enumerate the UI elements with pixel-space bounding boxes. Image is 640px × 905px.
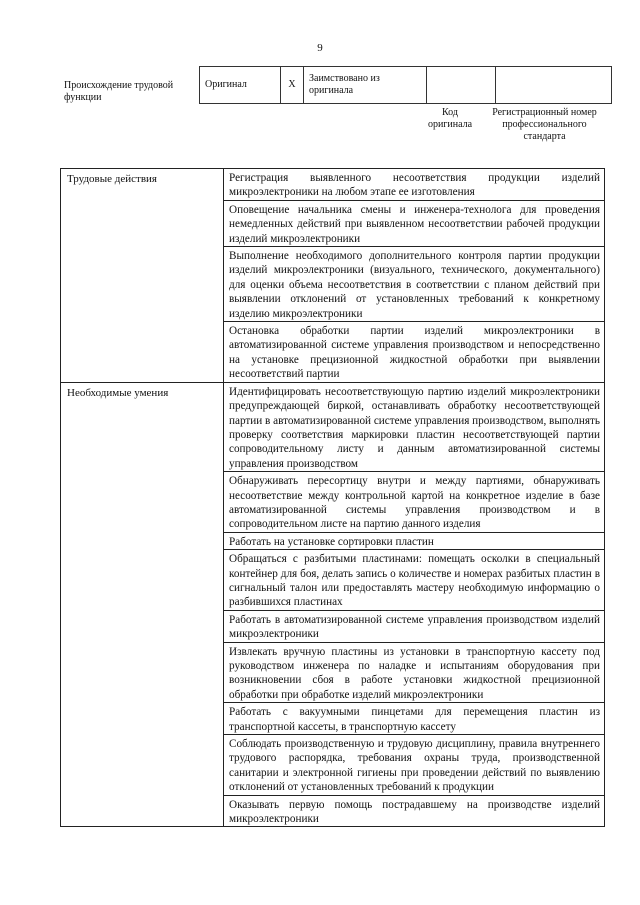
section-item: Соблюдать производственную и трудовую дисциплину, правила внутреннего трудового распорядка, требования охраны труда, производственной санитарии и электронной гигиены при проведении действий по выявлению отклонений от установленных требований к продукции xyxy=(224,735,605,796)
origin-table xyxy=(199,66,612,104)
page-number: 9 xyxy=(317,42,323,54)
reg-number-label: Регистрационный номер профессионального стандарта xyxy=(492,107,597,142)
reg-number-cell xyxy=(496,67,612,104)
borrowed-label: Заимствовано из оригинала xyxy=(304,67,427,104)
table-row xyxy=(61,169,605,201)
section-label: Необходимые умения xyxy=(61,382,224,827)
section-item: Работать с вакуумными пинцетами для перемещения пластин из транспортной кассеты, в транспортную кассету xyxy=(224,703,605,735)
labor-function-table xyxy=(60,168,605,827)
section-item: Оказывать первую помощь пострадавшему на производстве изделий микроэлектроники xyxy=(224,795,605,827)
code-cell xyxy=(427,67,496,104)
section-item: Обнаруживать пересортицу внутри и между партиями, обнаруживать несоответствие между контрольной картой на конкретное изделие в базе автоматизированной системы управления производством и в сопроводительном листе на партию данного изделия xyxy=(224,472,605,533)
section-item: Работать в автоматизированной системе управления производством изделий микроэлектроники xyxy=(224,610,605,642)
original-mark: X xyxy=(281,67,304,104)
origin-label: Происхождение трудовой функции xyxy=(64,80,174,103)
section-item: Идентифицировать несоответствующую партию изделий микроэлектроники предупреждающей биркой, останавливать обработку несоответствующей партии в автоматизированной системе управления производством, выполнять проверку соответствия маркировки пластин несоответствующей партии сопроводительному листу и данным автоматизированной системы управления производством xyxy=(224,382,605,471)
section-item: Оповещение начальника смены и инженера-технолога для проведения немедленных действий при выявленном несоответствии рабочей продукции изделий микроэлектроники xyxy=(224,200,605,246)
original-label: Оригинал xyxy=(200,67,281,104)
section-item: Обращаться с разбитыми пластинами: помещать осколки в специальный контейнер для боя, делать запись о количестве и номерах разбитых пластин в сигнальный талон или предоставлять мастеру необходимую информацию о разбившихся пластинах xyxy=(224,550,605,611)
section-item: Остановка обработки партии изделий микроэлектроники в автоматизированной системе управления производством и непосредственно на установке прецизионной жидкостной обработки при выявлении несоответствий партии xyxy=(224,322,605,383)
table-row xyxy=(61,382,605,471)
code-label: Код оригинала xyxy=(427,107,473,130)
section-item: Регистрация выявленного несоответствия продукции изделий микроэлектроники на любом этапе ее изготовления xyxy=(224,169,605,201)
section-label: Трудовые действия xyxy=(61,169,224,383)
section-item: Извлекать вручную пластины из установки в транспортную кассету под руководством инженера по наладке и испытаниям оборудования при возникновении сбоя в работе установки жидкостной прецизионной обработки при обработке изделий микроэлектроники xyxy=(224,642,605,703)
section-item: Выполнение необходимого дополнительного контроля партии продукции изделий микроэлектроники (визуального, технического, документального) для оценки объема несоответствия в соответствии с планом действий при выявлении отклонений от установленных требований к конкретному изделию микроэлектроники xyxy=(224,247,605,322)
section-item: Работать на установке сортировки пластин xyxy=(224,532,605,549)
